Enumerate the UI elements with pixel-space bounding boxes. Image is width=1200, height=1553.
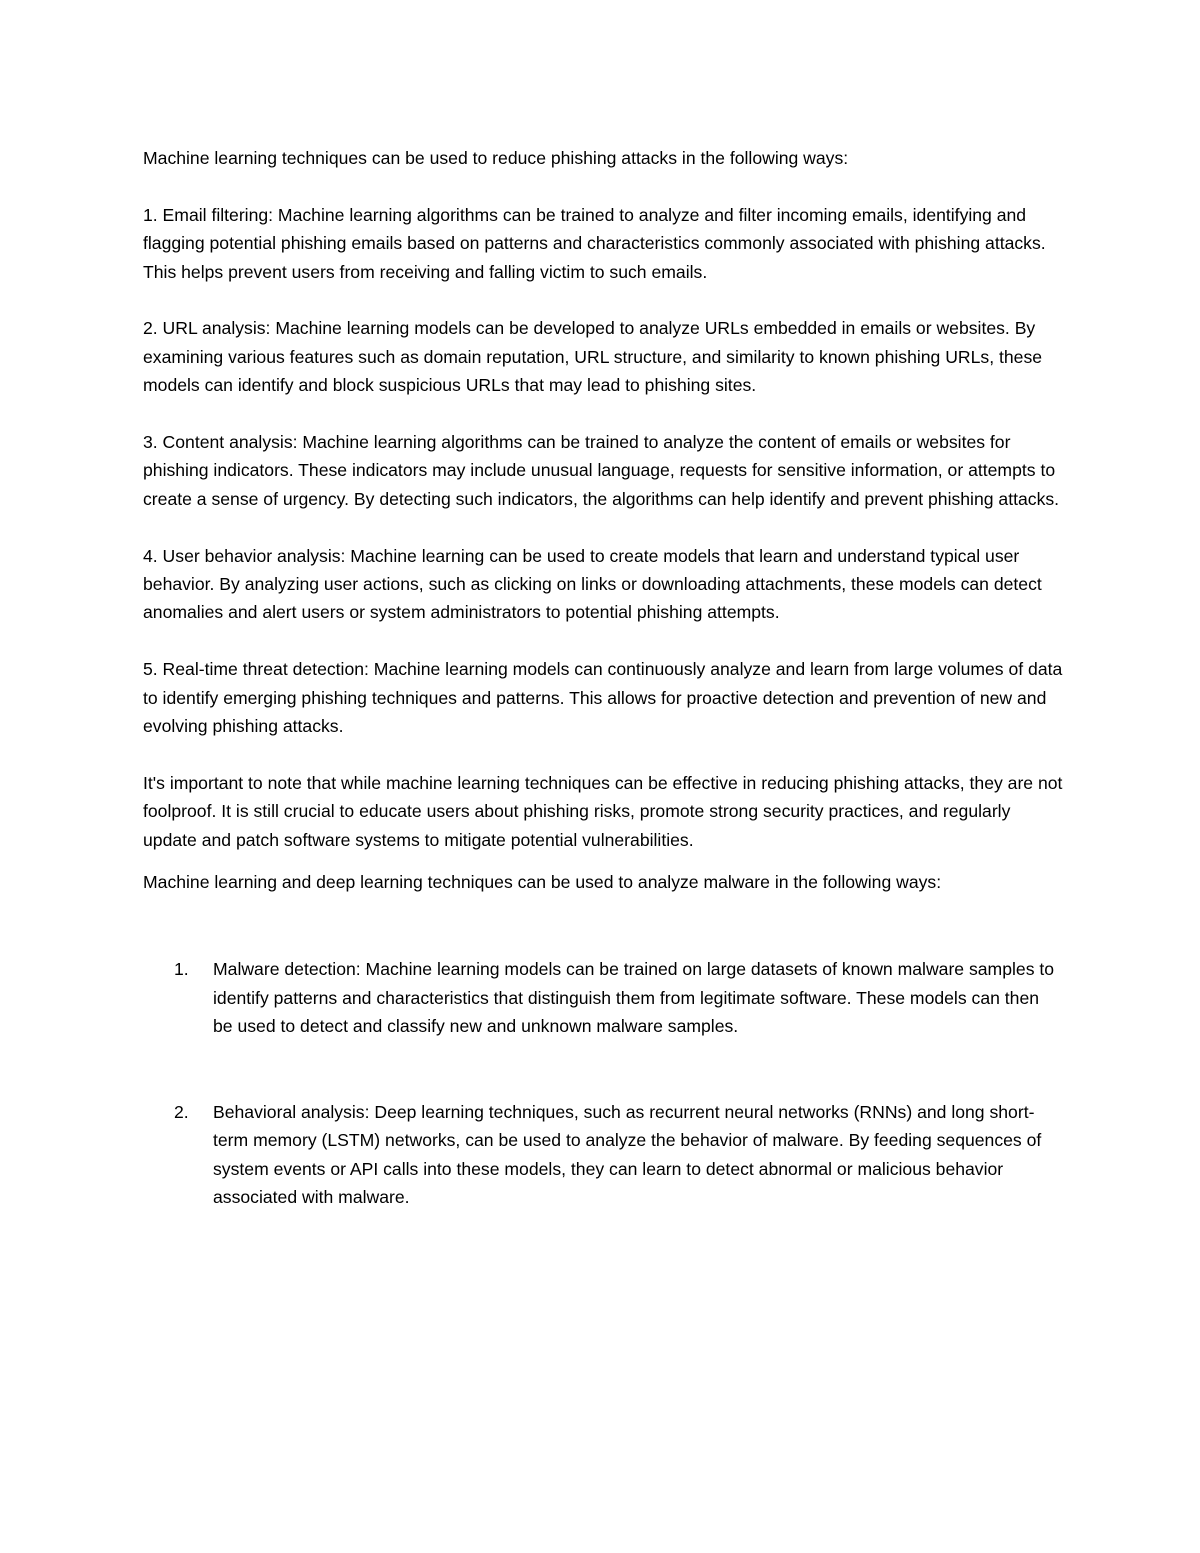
phishing-item-url-analysis: 2. URL analysis: Machine learning models can be developed to analyze URLs embedded in emails or websites. By examining various features such as domain reputation, URL structure, and similarity to known phishing URLs, these models can identify and block suspicious URLs that may lead to phishing sites. bbox=[143, 318, 1043, 396]
phishing-item-email-filtering: 1. Email filtering: Machine learning algorithms can be trained to analyze and filter incoming emails, identifying and flagging potential phishing emails based on patterns and characteristics commonly associated with phishing attacks. This helps prevent users from receiving and falling victim to such emails. bbox=[143, 204, 1046, 282]
malware-item-detection: Malware detection: Machine learning models can be trained on large datasets of known malware samples to identify patterns and characteristics that distinguish them from legitimate software. These models can then be used to detect and classify new and unknown malware samples. bbox=[213, 959, 1055, 1037]
malware-intro-paragraph: Machine learning and deep learning techniques can be used to analyze malware in the following ways: bbox=[143, 872, 942, 893]
phishing-item-user-behavior-analysis: 4. User behavior analysis: Machine learning can be used to create models that learn and understand typical user behavior. By analyzing user actions, such as clicking on links or downloading attachments, these models can detect anomalies and alert users or system administrators to potential phishing attempts. bbox=[143, 545, 1042, 623]
phishing-conclusion-paragraph: It's important to note that while machine learning techniques can be effective in reducing phishing attacks, they are not foolproof. It is still crucial to educate users about phishing risks, promote strong security practices, and regularly update and patch software systems to mitigate potential vulnerabilities. bbox=[143, 772, 1063, 850]
phishing-item-real-time-threat-detection: 5. Real-time threat detection: Machine learning models can continuously analyze and learn from large volumes of data to identify emerging phishing techniques and patterns. This allows for proactive detection and prevention of new and evolving phishing attacks. bbox=[143, 659, 1063, 737]
list-item bbox=[143, 1098, 1063, 1212]
malware-numbered-list bbox=[143, 955, 1063, 1211]
list-item bbox=[143, 955, 1063, 1040]
phishing-item-content-analysis: 3. Content analysis: Machine learning algorithms can be trained to analyze the content of emails or websites for phishing indicators. These indicators may include unusual language, requests for sensitive information, or attempts to create a sense of urgency. By detecting such indicators, the algorithms can help identify and prevent phishing attacks. bbox=[143, 432, 1060, 509]
document-body bbox=[143, 144, 1063, 1211]
list-item-number: 1. bbox=[174, 959, 189, 980]
list-item-number: 2. bbox=[174, 1101, 189, 1122]
phishing-intro-paragraph: Machine learning techniques can be used to reduce phishing attacks in the following ways: bbox=[143, 148, 849, 168]
malware-item-behavioral-analysis: Behavioral analysis: Deep learning techniques, such as recurrent neural networks (RNNs) and long short-term memory (LSTM) networks, can be used to analyze the behavior of malware. By feeding sequences of system events or API calls into these models, they can learn to detect abnormal or malicious behavior associated with malware. bbox=[213, 1101, 1042, 1207]
